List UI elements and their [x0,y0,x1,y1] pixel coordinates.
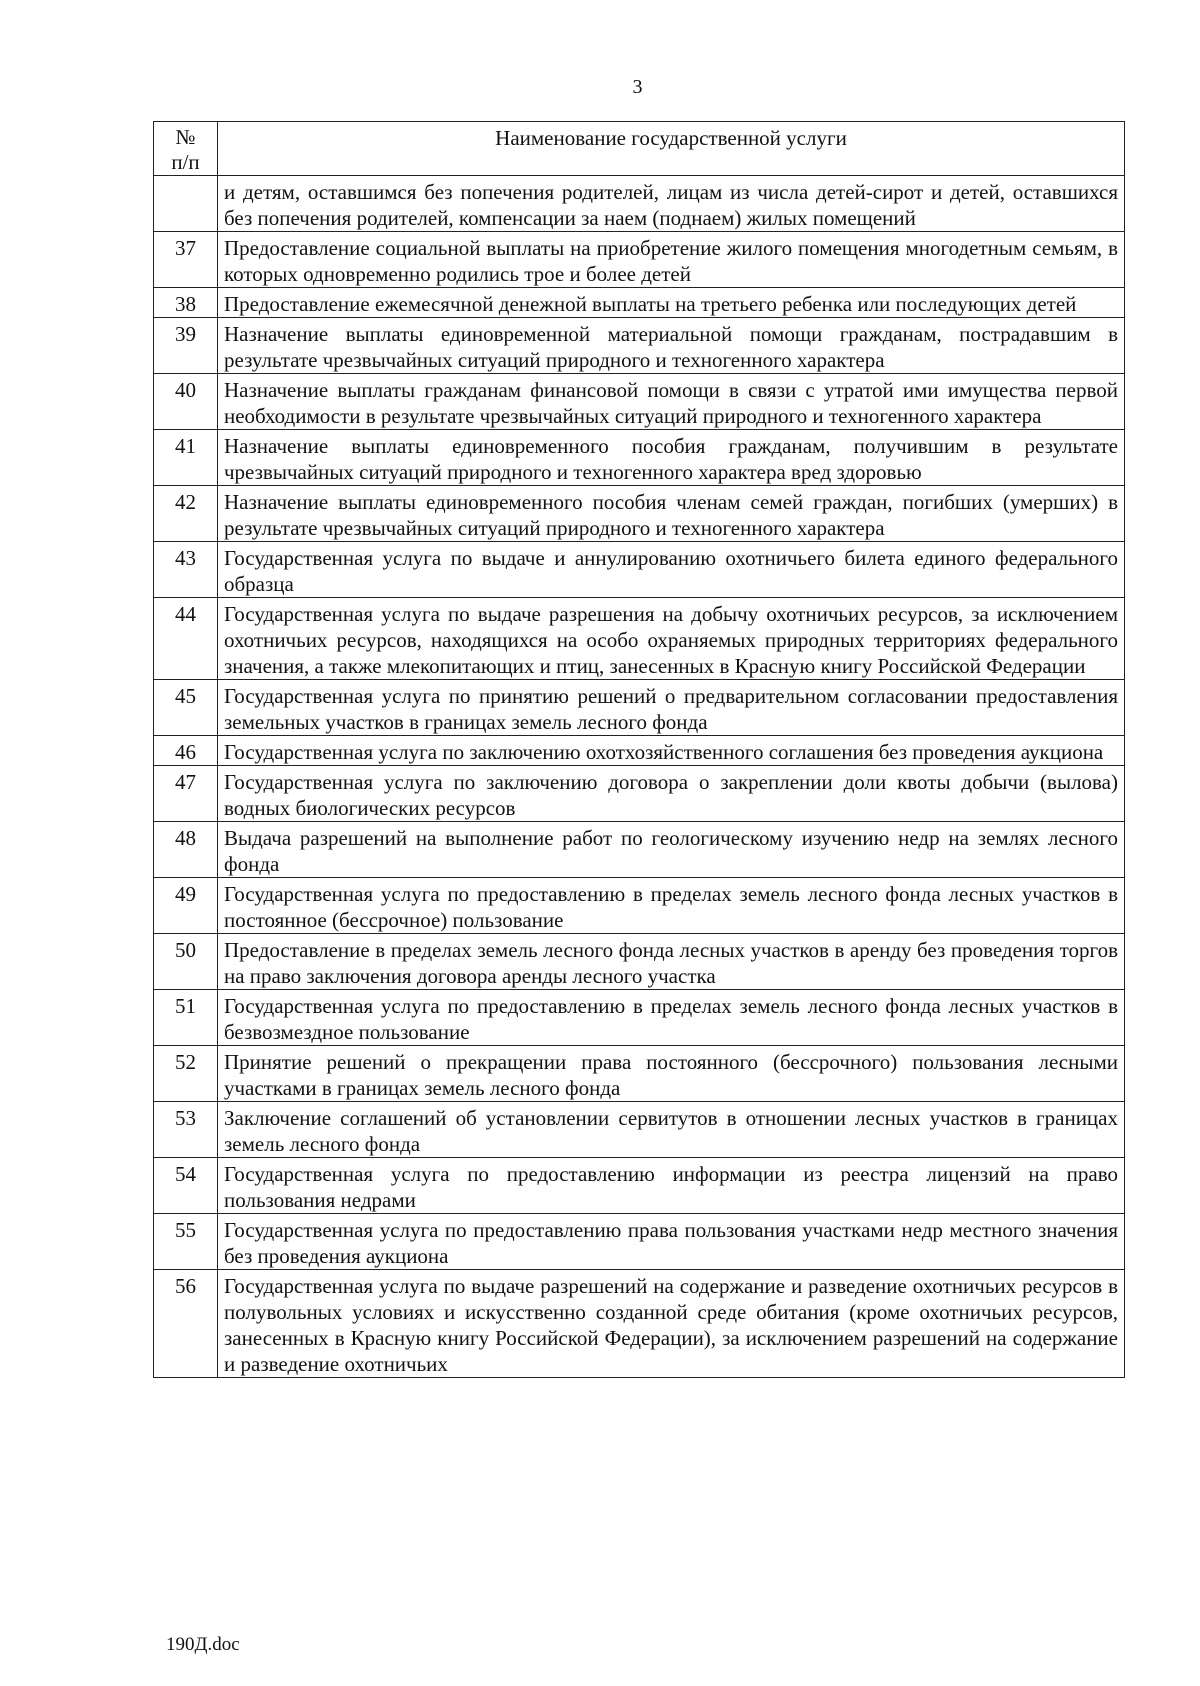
row-number: 40 [154,374,218,430]
table-row [154,1102,1125,1158]
number-column-header [154,122,218,176]
table-row [154,990,1125,1046]
row-number: 54 [154,1158,218,1214]
table-row [154,934,1125,990]
number-header-line2: п/п [171,150,200,174]
row-number: 53 [154,1102,218,1158]
service-name: Принятие решений о прекращении права постоянного (бессрочного) пользования лесными участками в границах земель лесного фонда [218,1046,1125,1102]
row-number: 47 [154,766,218,822]
table-row [154,736,1125,766]
table-header-row [154,122,1125,176]
table-row [154,1214,1125,1270]
table-row [154,542,1125,598]
file-name-footer: 190Д.doc [166,1634,240,1655]
name-column-header: Наименование государственной услуги [218,122,1125,176]
table-row [154,878,1125,934]
table-row [154,176,1125,232]
row-number: 37 [154,232,218,288]
service-name: Предоставление в пределах земель лесного фонда лесных участков в аренду без проведения торгов на право заключения договора аренды лесного участка [218,934,1125,990]
service-name: Государственная услуга по заключению охотхозяйственного соглашения без проведения аукциона [218,736,1125,766]
row-number: 51 [154,990,218,1046]
service-name: Назначение выплаты единовременного пособия гражданам, получившим в результате чрезвычайных ситуаций природного и техногенного характера вред здоровью [218,430,1125,486]
row-number: 42 [154,486,218,542]
table-row [154,374,1125,430]
row-number: 45 [154,680,218,736]
service-name: Государственная услуга по предоставлению в пределах земель лесного фонда лесных участков в постоянное (бессрочное) пользование [218,878,1125,934]
row-number: 48 [154,822,218,878]
row-number: 38 [154,288,218,318]
row-number: 55 [154,1214,218,1270]
row-number: 50 [154,934,218,990]
row-number [154,176,218,232]
service-name: Государственная услуга по предоставлению информации из реестра лицензий на право пользования недрами [218,1158,1125,1214]
table-row [154,232,1125,288]
service-name: Государственная услуга по предоставлению права пользования участками недр местного значения без проведения аукциона [218,1214,1125,1270]
row-number: 46 [154,736,218,766]
page-number: 3 [632,76,643,98]
row-number: 44 [154,598,218,680]
row-number: 52 [154,1046,218,1102]
service-name: Государственная услуга по предоставлению в пределах земель лесного фонда лесных участков в безвозмездное пользование [218,990,1125,1046]
service-name: Заключение соглашений об установлении сервитутов в отношении лесных участков в границах земель лесного фонда [218,1102,1125,1158]
table-row [154,430,1125,486]
service-name: Государственная услуга по выдаче разрешений на содержание и разведение охотничьих ресурсов в полувольных условиях и искусственно созданной среде обитания (кроме охотничьих ресурсов, занесенных в Красную книгу Российской Федерации), за исключением разрешений на содержание и разведение охотничьих [218,1270,1125,1378]
service-name: Назначение выплаты единовременного пособия членам семей граждан, погибших (умерших) в результате чрезвычайных ситуаций природного и техногенного характера [218,486,1125,542]
table-row [154,318,1125,374]
row-number: 43 [154,542,218,598]
row-number: 49 [154,878,218,934]
service-name: Назначение выплаты единовременной материальной помощи гражданам, пострадавшим в результате чрезвычайных ситуаций природного и техногенного характера [218,318,1125,374]
table-row [154,1158,1125,1214]
service-name: Государственная услуга по заключению договора о закреплении доли квоты добычи (вылова) водных биологических ресурсов [218,766,1125,822]
service-name: Государственная услуга по выдаче и аннулированию охотничьего билета единого федерального образца [218,542,1125,598]
table-row [154,1270,1125,1378]
number-header-line1: № [175,125,196,149]
table-row [154,680,1125,736]
table-row [154,766,1125,822]
services-table [153,121,1125,1378]
service-name: Предоставление ежемесячной денежной выплаты на третьего ребенка или последующих детей [218,288,1125,318]
table-row [154,486,1125,542]
service-name: и детям, оставшимся без попечения родителей, лицам из числа детей-сирот и детей, оставшихся без попечения родителей, компенсации за наем (поднаем) жилых помещений [218,176,1125,232]
service-name: Государственная услуга по принятию решений о предварительном согласовании предоставления земельных участков в границах земель лесного фонда [218,680,1125,736]
row-number: 41 [154,430,218,486]
service-name: Предоставление социальной выплаты на приобретение жилого помещения многодетным семьям, в которых одновременно родились трое и более детей [218,232,1125,288]
table-row [154,288,1125,318]
table-row [154,1046,1125,1102]
row-number: 39 [154,318,218,374]
table-row [154,598,1125,680]
service-name: Назначение выплаты гражданам финансовой помощи в связи с утратой ими имущества первой необходимости в результате чрезвычайных ситуаций природного и техногенного характера [218,374,1125,430]
service-name: Государственная услуга по выдаче разрешения на добычу охотничьих ресурсов, за исключением охотничьих ресурсов, находящихся на особо охраняемых природных территориях федерального значения, а также млекопитающих и птиц, занесенных в Красную книгу Российской Федерации [218,598,1125,680]
row-number: 56 [154,1270,218,1378]
service-name: Выдача разрешений на выполнение работ по геологическому изучению недр на землях лесного фонда [218,822,1125,878]
table-row [154,822,1125,878]
